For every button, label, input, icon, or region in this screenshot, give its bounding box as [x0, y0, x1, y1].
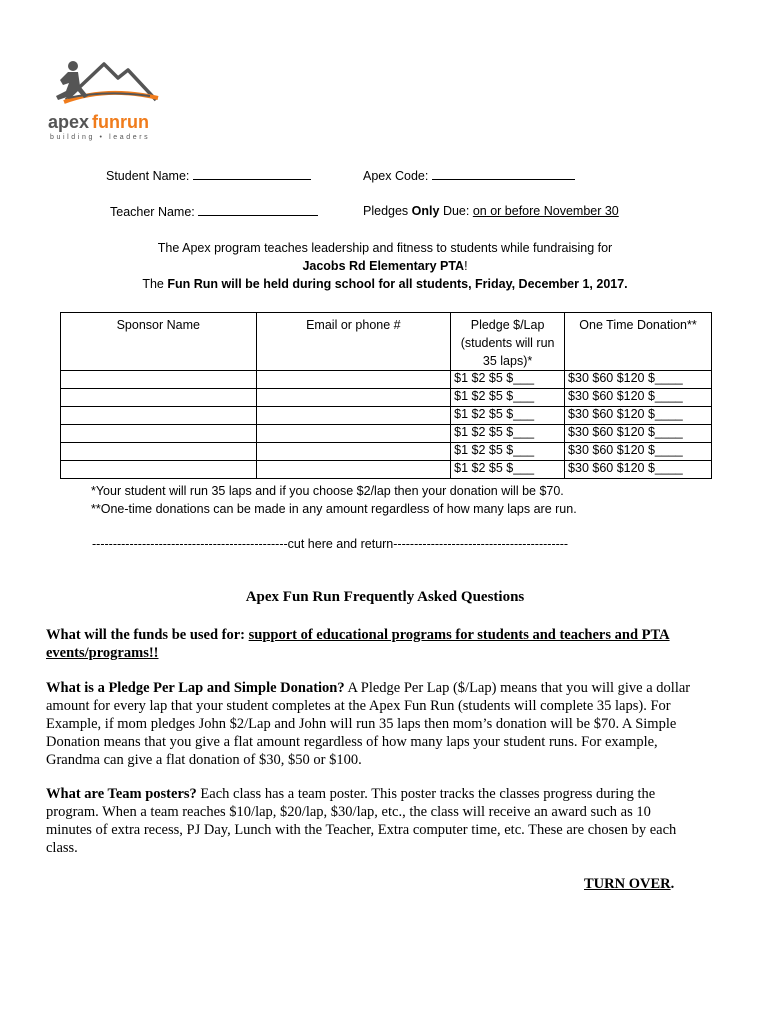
table-row — [61, 371, 712, 389]
sponsor-cell[interactable] — [61, 443, 257, 461]
pledge-options[interactable]: $1 $2 $5 $___ — [451, 443, 565, 461]
apex-code-blank[interactable] — [432, 168, 575, 180]
footnote-donation: **One-time donations can be made in any amount regardless of how many laps are run. — [91, 502, 577, 516]
sponsor-cell[interactable] — [61, 389, 257, 407]
student-name-label: Student Name: — [106, 169, 190, 183]
cut-line: -----------------------------------------------cut here and return------------------------------------------ — [92, 537, 569, 551]
apex-code-label: Apex Code: — [363, 169, 429, 183]
footnote-pledge: *Your student will run 35 laps and if you choose $2/lap then your donation will be $70. — [91, 484, 564, 498]
contact-cell[interactable] — [256, 371, 451, 389]
pledge-table — [60, 312, 712, 479]
faq-pledge-answer: A Pledge Per Lap ($/Lap) means that you will give a dollar amount for every lap that your student completes at the Apex Fun Run (students will complete 35 laps). For Example, if mom pledges John $2/Lap and John will run 35 laps then mom’s donation will be $70. A Simple Donation means that you give a flat amount regardless of how many laps your student runs. For example, Grandma can give a flat donation of $30, $50 or $100. — [46, 680, 691, 768]
contact-cell[interactable] — [256, 425, 451, 443]
header-contact: Email or phone # — [256, 313, 451, 371]
intro-line-2: Jacobs Rd Elementary PTA! — [302, 259, 468, 273]
donation-options[interactable]: $30 $60 $120 $____ — [565, 389, 712, 407]
intro-line-1: The Apex program teaches leadership and fitness to students while fundraising for — [157, 241, 613, 255]
table-row — [61, 425, 712, 443]
sponsor-cell[interactable] — [61, 371, 257, 389]
faq-pledge — [46, 679, 691, 769]
sponsor-cell[interactable] — [61, 461, 257, 479]
logo-wordmark: apex funrun — [48, 112, 150, 132]
pledges-only: Only — [411, 204, 440, 218]
student-name-blank[interactable] — [193, 168, 311, 180]
teacher-name-label: Teacher Name: — [110, 205, 195, 219]
teacher-name-blank[interactable] — [198, 204, 318, 216]
sponsor-cell[interactable] — [61, 407, 257, 425]
table-row — [61, 389, 712, 407]
pledge-table-header — [61, 313, 712, 371]
donation-options[interactable]: $30 $60 $120 $____ — [565, 371, 712, 389]
faq-posters-answer: Each class has a team poster. This poster tracks the classes progress during the program. When a team reaches $10/lap, $20/lap, $30/lap, etc., the class will receive an award such as 10 minutes of extra recess, PJ Day, Lunch with the Teacher, Extra computer time, etc. These are chosen by each class. — [46, 786, 677, 856]
sponsor-cell[interactable] — [61, 425, 257, 443]
donation-options[interactable]: $30 $60 $120 $____ — [565, 443, 712, 461]
table-row — [61, 443, 712, 461]
header-donation: One Time Donation** — [565, 313, 712, 371]
faq-pledge-question: What is a Pledge Per Lap and Simple Donation? — [46, 680, 345, 696]
pledges-due-label: Due: — [442, 204, 470, 218]
pledge-options[interactable]: $1 $2 $5 $___ — [451, 389, 565, 407]
table-row — [61, 461, 712, 479]
donation-options[interactable]: $30 $60 $120 $____ — [565, 407, 712, 425]
pledge-options[interactable]: $1 $2 $5 $___ — [451, 407, 565, 425]
due-date: on or before November 30 — [472, 204, 619, 218]
donation-options[interactable]: $30 $60 $120 $____ — [565, 425, 712, 443]
teacher-name-field[interactable] — [110, 204, 318, 219]
donation-options[interactable]: $30 $60 $120 $____ — [565, 461, 712, 479]
faq-funds-answer: support of educational programs for students and teachers and PTA events/programs!! — [46, 627, 670, 661]
contact-cell[interactable] — [256, 389, 451, 407]
faq-posters — [46, 785, 691, 857]
contact-cell[interactable] — [256, 443, 451, 461]
pledge-options[interactable]: $1 $2 $5 $___ — [451, 371, 565, 389]
student-name-field[interactable] — [106, 168, 311, 183]
faq-title: Apex Fun Run Frequently Asked Questions — [245, 589, 525, 605]
logo-tagline: building • leaders — [50, 134, 151, 141]
faq-funds-question: What will the funds be used for: — [46, 627, 245, 643]
faq-funds — [46, 626, 691, 662]
event-date: Fun Run will be held during school for all students, Friday, December 1, 2017. — [167, 277, 628, 291]
turn-over: TURN OVER. — [584, 876, 675, 892]
pledges-prefix: Pledges — [363, 204, 409, 218]
header-pledge: Pledge $/Lap (students will run 35 laps)* — [451, 313, 565, 371]
apex-code-field[interactable] — [363, 168, 575, 183]
contact-cell[interactable] — [256, 407, 451, 425]
school-name: Jacobs Rd Elementary PTA — [302, 259, 465, 273]
pledge-options[interactable]: $1 $2 $5 $___ — [451, 461, 565, 479]
pledge-options[interactable]: $1 $2 $5 $___ — [451, 425, 565, 443]
table-row — [61, 407, 712, 425]
apex-fun-run-logo — [46, 56, 176, 142]
pledges-due-line — [363, 204, 619, 218]
header-sponsor: Sponsor Name — [61, 313, 257, 371]
faq-posters-question: What are Team posters? — [46, 786, 197, 802]
contact-cell[interactable] — [256, 461, 451, 479]
intro-line-3: The Fun Run will be held during school for all students, Friday, December 1, 2017. — [142, 277, 628, 291]
